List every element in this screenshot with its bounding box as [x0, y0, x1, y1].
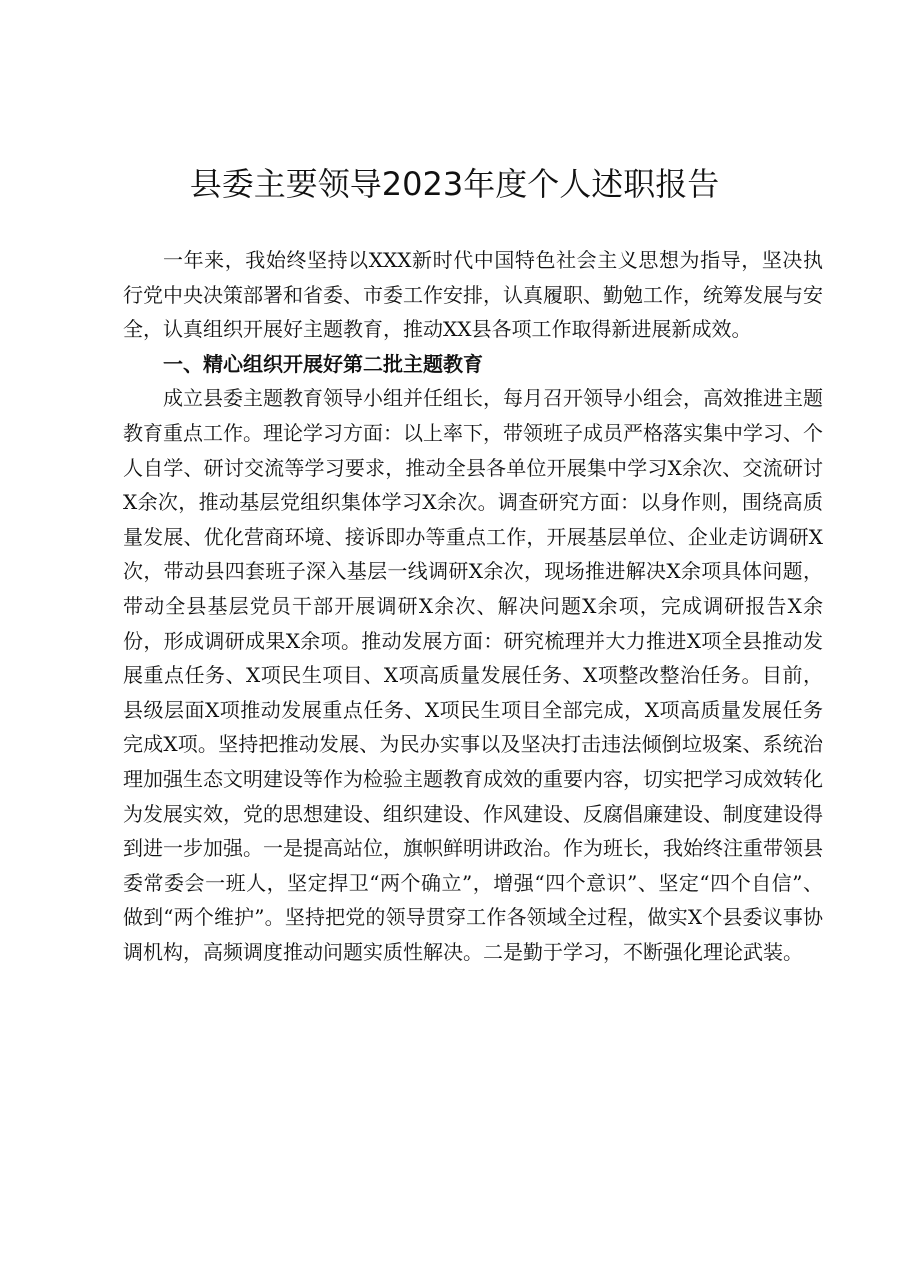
section-heading: 一、精心组织开展好第二批主题教育	[163, 351, 483, 376]
section-paragraph: 成立县委主题教育领导小组并任组长，每月召开领导小组会，高效推进主题教育重点工作。理论学习方面：以上率下，带领班子成员严格落实集中学习、个人自学、研讨交流等学习要求，推动全县各单位开展集中学习X余次、交流研讨X余次，推动基层党组织集体学习X余次。调查研究方面：以身作则，围绕高质量发展、优化营商环境、接诉即办等重点工作，开展基层单位、企业走访调研X次，带动县四套班子深入基层一线调研X余次，现场推进解决X余项具体问题，带动全县基层党员干部开展调研X余次、解决问题X余项，完成调研报告X余份，形成调研成果X余项。推动发展方面：研究梳理并大力推进X项全县推动发展重点任务、X项民生项目、X项高质量发展任务、X项整改整治任务。目前，县级层面X项推动发展重点任务、X项民生项目全部完成，X项高质量发展任务完成X项。坚持把推动发展、为民办实事以及坚决打击违法倾倒垃圾案、系统治理加强生态文明建设等作为检验主题教育成效的重要内容，切实把学习成效转化为发展实效，党的思想建设、组织建设、作风建设、反腐倡廉建设、制度建设得到进一步加强。一是提高站位，旗帜鲜明讲政治。作为班长，我始终注重带领县委常委会一班人，坚定捍卫“两个确立”，增强“四个意识”、坚定“四个自信”、做到“两个维护”。坚持把党的领导贯穿工作各领域全过程，做实X个县委议事协调机构，高频调度推动问题实质性解决。二是勤于学习，不断强化理论武装。	[123, 386, 823, 964]
document-body	[123, 243, 823, 969]
intro-paragraph: 一年来，我始终坚持以XXX新时代中国特色社会主义思想为指导，坚决执行党中央决策部署和省委、市委工作安排，认真履职、勤勉工作，统筹发展与安全，认真组织开展好主题教育，推动XX县各项工作取得新进展新成效。	[123, 248, 823, 342]
document-title: 县委主要领导2023年度个人述职报告	[189, 165, 720, 203]
